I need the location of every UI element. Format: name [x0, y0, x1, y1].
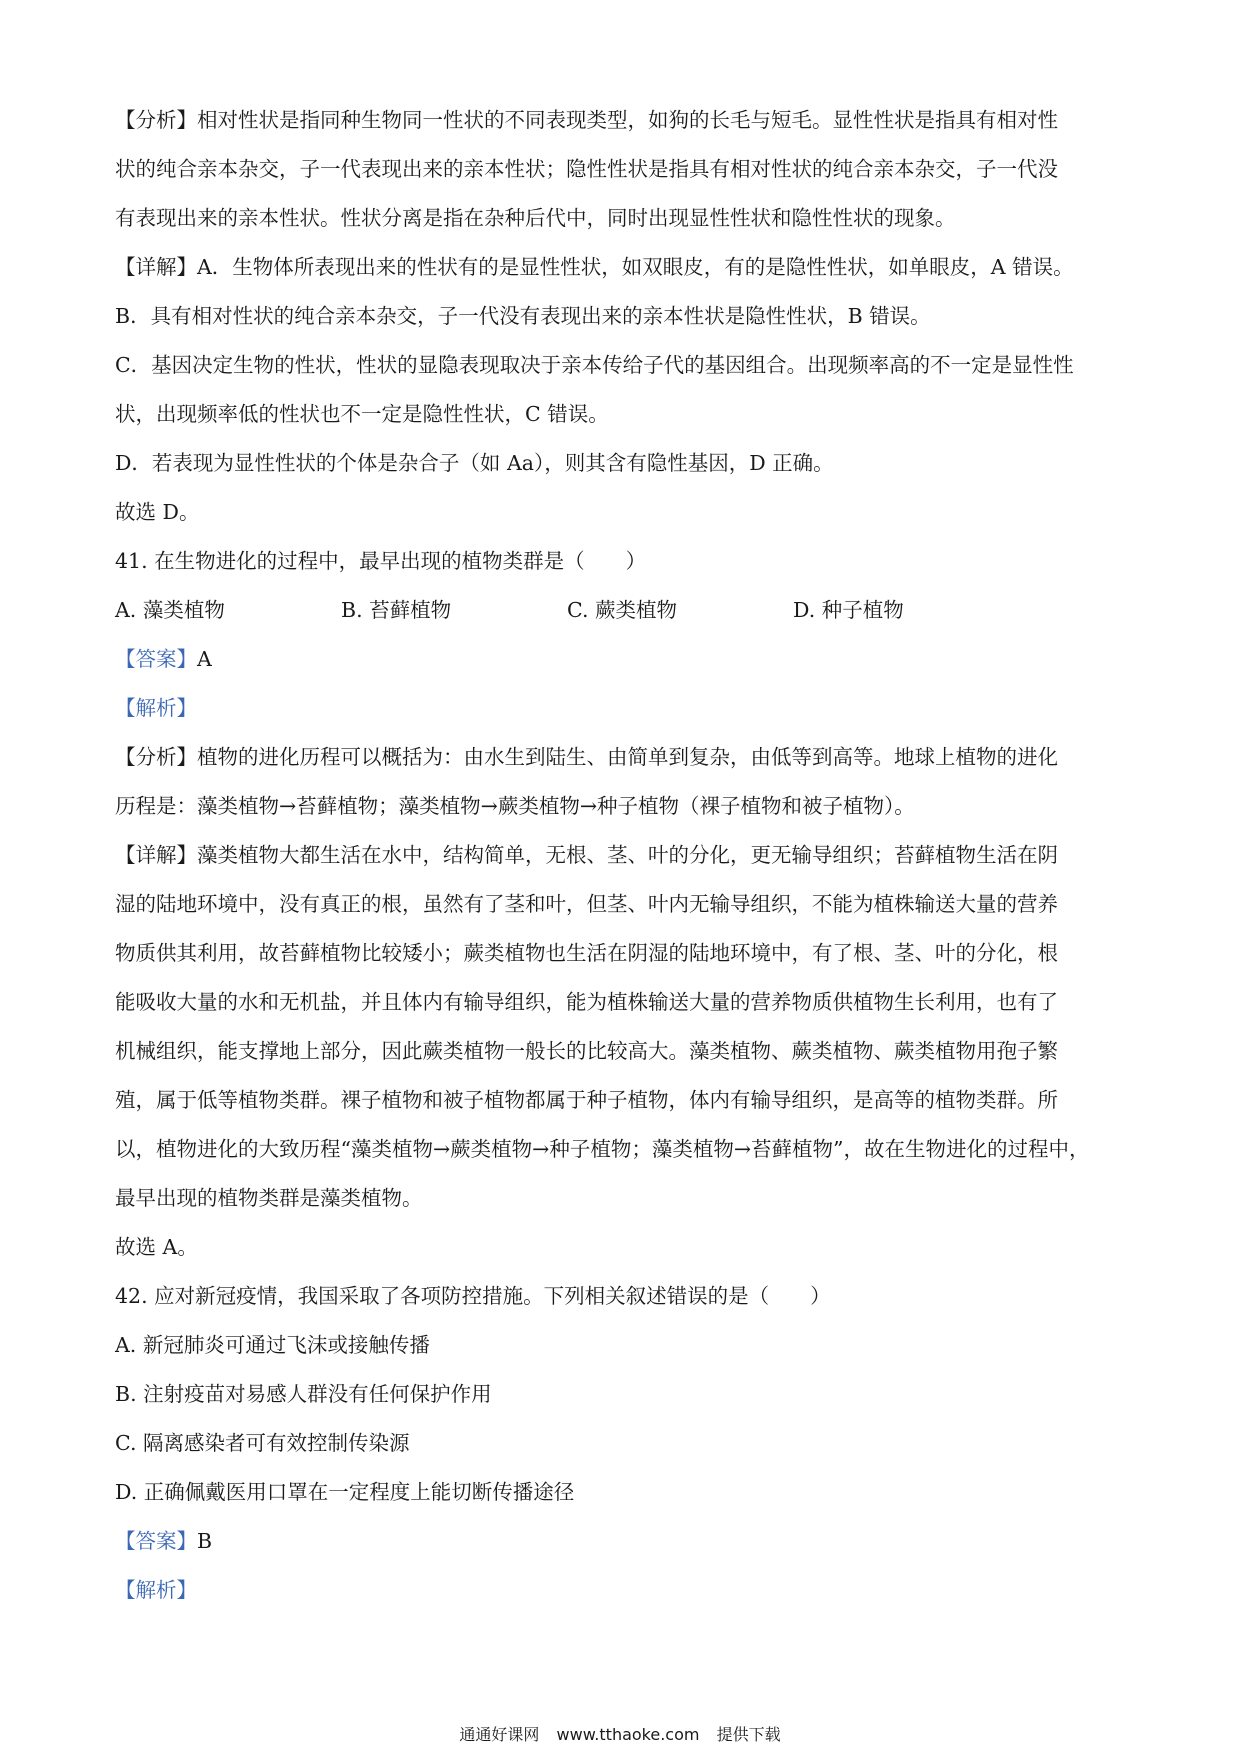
- text-line: 【详解】A．生物体所表现出来的性状有的是显性性状，如双眼皮，有的是隐性性状，如单眼皮，A 错误。: [115, 255, 1074, 279]
- question-41: [115, 537, 1135, 1272]
- option-d: D. 种子植物: [793, 598, 904, 622]
- footer-url[interactable]: www.tthaoke.com: [556, 1725, 700, 1744]
- option-b: B. 苔藓植物: [341, 598, 452, 622]
- footer-suffix: 提供下载: [716, 1725, 781, 1744]
- q40-detail: [115, 243, 1135, 537]
- text-line: 【分析】植物的进化历程可以概括为：由水生到陆生、由简单到复杂，由低等到高等。地球上植物的进化: [115, 745, 1058, 769]
- jiexi-label: 【解析】: [115, 1578, 197, 1602]
- text-line: 机械组织，能支撑地上部分，因此蕨类植物一般长的比较高大。藻类植物、蕨类植物、蕨类植物用孢子繁: [115, 1039, 1058, 1063]
- q40-analysis: [115, 96, 1135, 243]
- question-stem: 42. 应对新冠疫情，我国采取了各项防控措施。下列相关叙述错误的是（ ）: [115, 1284, 831, 1308]
- text-line: D．若表现为显性性状的个体是杂合子（如 Aa），则其含有隐性基因，D 正确。: [115, 451, 834, 475]
- text-line: 历程是：藻类植物→苔藓植物；藻类植物→蕨类植物→种子植物（裸子植物和被子植物）。: [115, 794, 915, 818]
- option-a: A. 新冠肺炎可通过飞沫或接触传播: [115, 1333, 430, 1357]
- answer-line: [115, 635, 1135, 684]
- text-line: 以，植物进化的大致历程“藻类植物→蕨类植物→种子植物；藻类植物→苔藓植物”，故在生物进化的过程中，: [115, 1137, 1090, 1161]
- answer-value: A: [197, 647, 212, 671]
- text-line: 物质供其利用，故苔藓植物比较矮小；蕨类植物也生活在阴湿的陆地环境中，有了根、茎、叶的分化，根: [115, 941, 1058, 965]
- text-line: 状的纯合亲本杂交，子一代表现出来的亲本性状；隐性性状是指具有相对性状的纯合亲本杂交，子一代没: [115, 157, 1058, 181]
- footer-site-name: 通通好课网: [459, 1725, 540, 1744]
- jiexi-label: 【解析】: [115, 696, 197, 720]
- option-c: C. 隔离感染者可有效控制传染源: [115, 1431, 410, 1455]
- answer-label: 【答案】: [115, 647, 197, 671]
- text-line: 能吸收大量的水和无机盐，并且体内有输导组织，能为植株输送大量的营养物质供植物生长利用，也有了: [115, 990, 1058, 1014]
- text-line: B．具有相对性状的纯合亲本杂交，子一代没有表现出来的亲本性状是隐性性状，B 错误。: [115, 304, 931, 328]
- text-line: C．基因决定生物的性状，性状的显隐表现取决于亲本传给子代的基因组合。出现频率高的不一定是显性性: [115, 353, 1074, 377]
- option-c: C. 蕨类植物: [567, 598, 677, 622]
- answer-label: 【答案】: [115, 1529, 197, 1553]
- question-42: [115, 1272, 1135, 1615]
- text-line: 状，出现频率低的性状也不一定是隐性性状，C 错误。: [115, 402, 609, 426]
- option-row: [115, 586, 1135, 635]
- document-page: [115, 96, 1135, 1615]
- question-stem: 41. 在生物进化的过程中，最早出现的植物类群是（ ）: [115, 549, 647, 573]
- text-line: 最早出现的植物类群是藻类植物。: [115, 1186, 423, 1210]
- page-footer: [0, 1722, 1240, 1745]
- option-b: B. 注射疫苗对易感人群没有任何保护作用: [115, 1382, 492, 1406]
- text-line: 有表现出来的亲本性状。性状分离是指在杂种后代中，同时出现显性性状和隐性性状的现象。: [115, 206, 956, 230]
- text-line: 【分析】相对性状是指同种生物同一性状的不同表现类型，如狗的长毛与短毛。显性性状是指具有相对性: [115, 108, 1058, 132]
- text-line: 殖，属于低等植物类群。裸子植物和被子植物都属于种子植物，体内有输导组织，是高等的植物类群。所: [115, 1088, 1058, 1112]
- option-d: D. 正确佩戴医用口罩在一定程度上能切断传播途径: [115, 1480, 575, 1504]
- text-line: 【详解】藻类植物大都生活在水中，结构简单，无根、茎、叶的分化，更无输导组织；苔藓植物生活在阴: [115, 843, 1058, 867]
- text-line: 湿的陆地环境中，没有真正的根，虽然有了茎和叶，但茎、叶内无输导组织，不能为植株输送大量的营养: [115, 892, 1058, 916]
- answer-value: B: [197, 1529, 213, 1553]
- option-a: A. 藻类植物: [115, 598, 225, 622]
- answer-line: [115, 1517, 1135, 1566]
- text-line: 故选 D。: [115, 500, 200, 524]
- text-line: 故选 A。: [115, 1235, 198, 1259]
